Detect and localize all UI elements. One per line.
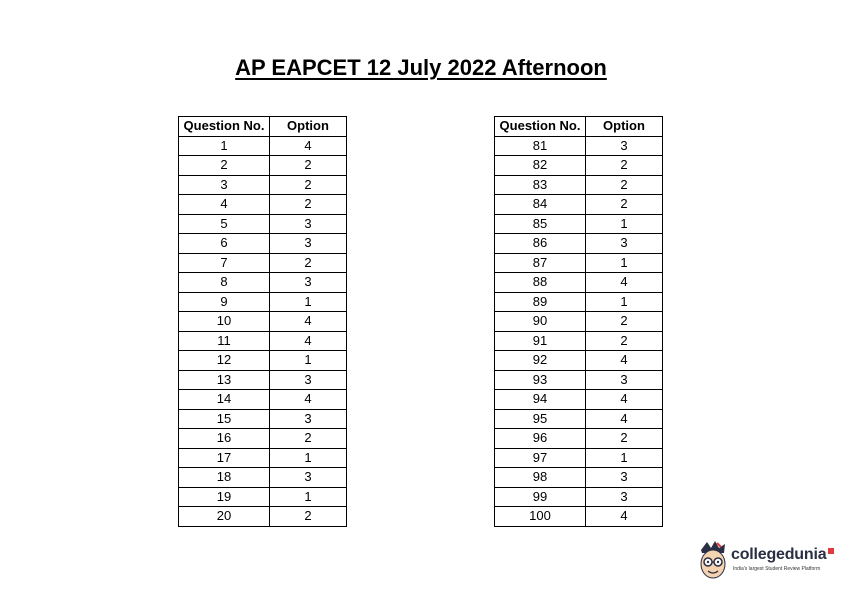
question-number-cell: 12 xyxy=(179,351,270,371)
option-cell: 3 xyxy=(270,273,347,293)
table-row xyxy=(495,253,663,273)
option-cell: 3 xyxy=(270,370,347,390)
table-row xyxy=(179,214,347,234)
question-number-cell: 93 xyxy=(495,370,586,390)
option-cell: 1 xyxy=(586,292,663,312)
table-row xyxy=(495,136,663,156)
question-number-cell: 13 xyxy=(179,370,270,390)
option-cell: 4 xyxy=(270,390,347,410)
table-row xyxy=(179,253,347,273)
answer-key-left-body xyxy=(179,136,347,526)
option-cell: 2 xyxy=(270,429,347,449)
question-number-cell: 83 xyxy=(495,175,586,195)
question-number-cell: 2 xyxy=(179,156,270,176)
option-cell: 2 xyxy=(270,195,347,215)
question-number-cell: 97 xyxy=(495,448,586,468)
question-number-cell: 94 xyxy=(495,390,586,410)
table-row xyxy=(179,234,347,254)
table-row xyxy=(495,273,663,293)
question-number-cell: 81 xyxy=(495,136,586,156)
option-cell: 2 xyxy=(586,195,663,215)
table-header-row xyxy=(495,117,663,137)
option-cell: 2 xyxy=(586,331,663,351)
table-row xyxy=(179,136,347,156)
question-number-cell: 8 xyxy=(179,273,270,293)
question-number-cell: 3 xyxy=(179,175,270,195)
table-row xyxy=(495,390,663,410)
option-cell: 4 xyxy=(270,136,347,156)
table-row xyxy=(495,175,663,195)
option-cell: 2 xyxy=(586,175,663,195)
option-header: Option xyxy=(270,117,347,137)
option-cell: 1 xyxy=(586,448,663,468)
table-row xyxy=(179,156,347,176)
table-row xyxy=(179,195,347,215)
table-row xyxy=(495,507,663,527)
table-row xyxy=(179,175,347,195)
table-row xyxy=(495,351,663,371)
option-cell: 3 xyxy=(270,409,347,429)
table-row xyxy=(179,273,347,293)
table-row xyxy=(495,468,663,488)
option-cell: 4 xyxy=(270,312,347,332)
option-cell: 1 xyxy=(270,487,347,507)
table-row xyxy=(179,507,347,527)
option-cell: 2 xyxy=(270,507,347,527)
question-number-cell: 14 xyxy=(179,390,270,410)
question-number-cell: 92 xyxy=(495,351,586,371)
question-number-cell: 85 xyxy=(495,214,586,234)
question-number-cell: 98 xyxy=(495,468,586,488)
question-number-cell: 96 xyxy=(495,429,586,449)
option-cell: 2 xyxy=(270,175,347,195)
table-row xyxy=(495,370,663,390)
question-number-cell: 15 xyxy=(179,409,270,429)
table-row xyxy=(179,409,347,429)
option-cell: 4 xyxy=(586,273,663,293)
option-cell: 3 xyxy=(270,468,347,488)
option-cell: 3 xyxy=(270,214,347,234)
option-cell: 3 xyxy=(586,487,663,507)
question-number-cell: 84 xyxy=(495,195,586,215)
question-number-cell: 9 xyxy=(179,292,270,312)
table-row xyxy=(495,292,663,312)
question-number-cell: 7 xyxy=(179,253,270,273)
question-number-cell: 100 xyxy=(495,507,586,527)
option-cell: 1 xyxy=(270,448,347,468)
option-cell: 4 xyxy=(586,507,663,527)
question-number-cell: 17 xyxy=(179,448,270,468)
mascot-face-icon xyxy=(697,540,729,580)
collegedunia-logo xyxy=(697,540,837,580)
table-row xyxy=(495,429,663,449)
table-row xyxy=(495,214,663,234)
option-cell: 2 xyxy=(270,156,347,176)
option-cell: 4 xyxy=(270,331,347,351)
logo-accent-mark xyxy=(828,548,834,554)
question-number-cell: 18 xyxy=(179,468,270,488)
question-number-cell: 90 xyxy=(495,312,586,332)
table-row xyxy=(495,312,663,332)
question-number-cell: 86 xyxy=(495,234,586,254)
question-number-cell: 5 xyxy=(179,214,270,234)
option-cell: 1 xyxy=(270,351,347,371)
table-row xyxy=(495,156,663,176)
question-number-cell: 91 xyxy=(495,331,586,351)
question-number-cell: 95 xyxy=(495,409,586,429)
table-row xyxy=(179,429,347,449)
table-row xyxy=(179,312,347,332)
question-number-cell: 16 xyxy=(179,429,270,449)
option-cell: 3 xyxy=(586,136,663,156)
option-cell: 2 xyxy=(586,156,663,176)
option-cell: 1 xyxy=(270,292,347,312)
option-cell: 4 xyxy=(586,390,663,410)
question-number-cell: 1 xyxy=(179,136,270,156)
question-number-cell: 20 xyxy=(179,507,270,527)
table-row xyxy=(495,448,663,468)
answer-key-table-right xyxy=(494,116,663,527)
option-cell: 3 xyxy=(270,234,347,254)
table-row xyxy=(179,331,347,351)
option-cell: 1 xyxy=(586,214,663,234)
option-header: Option xyxy=(586,117,663,137)
option-cell: 4 xyxy=(586,409,663,429)
question-number-cell: 87 xyxy=(495,253,586,273)
question-no-header: Question No. xyxy=(179,117,270,137)
answer-key-table-left xyxy=(178,116,347,527)
table-header-row xyxy=(179,117,347,137)
question-number-cell: 4 xyxy=(179,195,270,215)
option-cell: 3 xyxy=(586,468,663,488)
logo-wordmark: collegedunia xyxy=(731,546,827,563)
question-number-cell: 11 xyxy=(179,331,270,351)
option-cell: 4 xyxy=(586,351,663,371)
option-cell: 3 xyxy=(586,370,663,390)
question-number-cell: 99 xyxy=(495,487,586,507)
table-row xyxy=(495,409,663,429)
table-row xyxy=(495,234,663,254)
table-row xyxy=(495,195,663,215)
question-number-cell: 6 xyxy=(179,234,270,254)
question-number-cell: 89 xyxy=(495,292,586,312)
answer-key-right-body xyxy=(495,136,663,526)
table-row xyxy=(179,487,347,507)
option-cell: 3 xyxy=(586,234,663,254)
question-number-cell: 19 xyxy=(179,487,270,507)
table-row xyxy=(179,370,347,390)
question-number-cell: 10 xyxy=(179,312,270,332)
option-cell: 2 xyxy=(270,253,347,273)
question-no-header: Question No. xyxy=(495,117,586,137)
table-row xyxy=(179,351,347,371)
option-cell: 2 xyxy=(586,312,663,332)
table-row xyxy=(179,468,347,488)
table-row xyxy=(495,331,663,351)
option-cell: 1 xyxy=(586,253,663,273)
question-number-cell: 88 xyxy=(495,273,586,293)
table-row xyxy=(495,487,663,507)
table-row xyxy=(179,448,347,468)
table-row xyxy=(179,292,347,312)
table-row xyxy=(179,390,347,410)
logo-tagline: India's largest Student Review Platform xyxy=(733,566,821,572)
option-cell: 2 xyxy=(586,429,663,449)
page-title: AP EAPCET 12 July 2022 Afternoon xyxy=(235,55,607,80)
question-number-cell: 82 xyxy=(495,156,586,176)
